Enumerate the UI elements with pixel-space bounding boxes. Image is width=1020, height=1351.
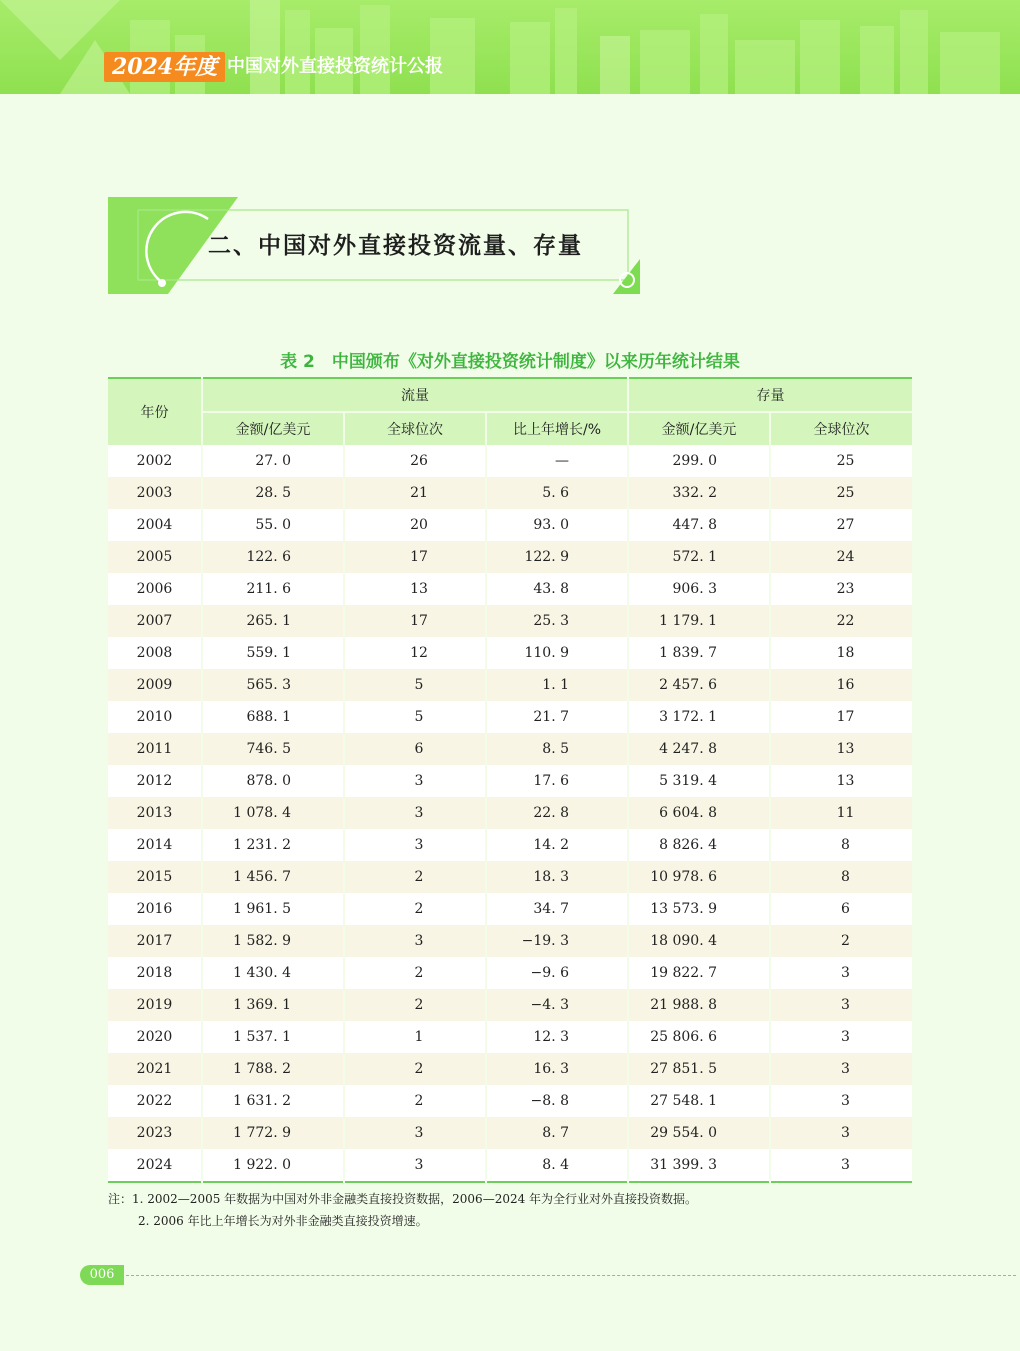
section-title: 二、中国对外直接投资流量、存量 (208, 232, 583, 259)
cell-flow-growth: 14. 2 (486, 829, 628, 861)
cell-flow-growth: 12. 3 (486, 1021, 628, 1053)
cell-flow-growth: 43. 8 (486, 573, 628, 605)
cell-flow-rank: 2 (344, 1085, 486, 1117)
cell-stock-rank: 3 (770, 957, 912, 989)
cell-flow-amount: 1 582. 9 (202, 925, 344, 957)
cell-year: 2017 (108, 925, 202, 957)
cell-stock-amount: 27 851. 5 (628, 1053, 770, 1085)
cell-year: 2021 (108, 1053, 202, 1085)
table-row (108, 701, 912, 733)
cell-stock-rank: 16 (770, 669, 912, 701)
header-year: 年份 (108, 378, 202, 445)
cell-stock-amount: 3 172. 1 (628, 701, 770, 733)
cell-stock-amount: 19 822. 7 (628, 957, 770, 989)
year-badge: 2024年度 (104, 52, 225, 82)
table-row (108, 1053, 912, 1085)
cell-year: 2019 (108, 989, 202, 1021)
cell-stock-rank: 13 (770, 733, 912, 765)
cell-flow-amount: 265. 1 (202, 605, 344, 637)
cell-flow-growth: 5. 6 (486, 477, 628, 509)
cell-year: 2020 (108, 1021, 202, 1053)
cell-flow-growth: 110. 9 (486, 637, 628, 669)
cell-stock-rank: 25 (770, 477, 912, 509)
cell-year: 2008 (108, 637, 202, 669)
cell-stock-amount: 29 554. 0 (628, 1117, 770, 1149)
cell-stock-rank: 18 (770, 637, 912, 669)
cell-stock-rank: 25 (770, 445, 912, 477)
cell-flow-rank: 3 (344, 829, 486, 861)
page-number: 006 (80, 1265, 124, 1285)
cell-year: 2007 (108, 605, 202, 637)
cell-flow-amount: 1 369. 1 (202, 989, 344, 1021)
cell-year: 2003 (108, 477, 202, 509)
cell-year: 2005 (108, 541, 202, 573)
cell-flow-amount: 1 430. 4 (202, 957, 344, 989)
cell-stock-rank: 24 (770, 541, 912, 573)
header-flow-group: 流量 (202, 378, 628, 412)
cell-flow-rank: 3 (344, 765, 486, 797)
cell-flow-rank: 20 (344, 509, 486, 541)
table-row (108, 605, 912, 637)
table-row (108, 733, 912, 765)
table-row (108, 797, 912, 829)
table-row (108, 637, 912, 669)
cell-flow-rank: 3 (344, 797, 486, 829)
note-1: 注：1. 2002—2005 年数据为中国对外非金融类直接投资数据，2006—2024 年为全行业对外直接投资数据。 (108, 1192, 698, 1206)
cell-year: 2016 (108, 893, 202, 925)
cell-flow-rank: 2 (344, 957, 486, 989)
cell-flow-amount: 122. 6 (202, 541, 344, 573)
cell-flow-amount: 746. 5 (202, 733, 344, 765)
cell-flow-growth: −4. 3 (486, 989, 628, 1021)
table-row (108, 957, 912, 989)
cell-year: 2023 (108, 1117, 202, 1149)
cell-flow-amount: 1 961. 5 (202, 893, 344, 925)
cell-stock-rank: 3 (770, 1053, 912, 1085)
table-row (108, 445, 912, 477)
cell-stock-rank: 3 (770, 1021, 912, 1053)
cell-stock-amount: 6 604. 8 (628, 797, 770, 829)
table-row (108, 765, 912, 797)
cell-flow-amount: 688. 1 (202, 701, 344, 733)
table-row (108, 1149, 912, 1182)
table-row (108, 1021, 912, 1053)
cell-stock-amount: 25 806. 6 (628, 1021, 770, 1053)
cell-flow-amount: 1 078. 4 (202, 797, 344, 829)
cell-flow-growth: 122. 9 (486, 541, 628, 573)
cell-stock-rank: 6 (770, 893, 912, 925)
table-row (108, 1085, 912, 1117)
cell-year: 2024 (108, 1149, 202, 1182)
cell-flow-amount: 27. 0 (202, 445, 344, 477)
footer-divider (126, 1275, 1016, 1276)
cell-flow-rank: 3 (344, 1149, 486, 1182)
cell-flow-rank: 6 (344, 733, 486, 765)
report-title: 中国对外直接投资统计公报 (227, 56, 443, 77)
cell-flow-growth: 34. 7 (486, 893, 628, 925)
cell-stock-amount: 5 319. 4 (628, 765, 770, 797)
cell-year: 2011 (108, 733, 202, 765)
cell-stock-rank: 23 (770, 573, 912, 605)
cell-year: 2002 (108, 445, 202, 477)
cell-flow-rank: 2 (344, 861, 486, 893)
cell-stock-amount: 10 978. 6 (628, 861, 770, 893)
cell-flow-rank: 1 (344, 1021, 486, 1053)
cell-flow-growth: 17. 6 (486, 765, 628, 797)
table-row (108, 1117, 912, 1149)
cell-flow-growth: — (486, 445, 628, 477)
cell-stock-rank: 3 (770, 1149, 912, 1182)
cell-stock-rank: 13 (770, 765, 912, 797)
table-row (108, 893, 912, 925)
cell-year: 2012 (108, 765, 202, 797)
cell-stock-amount: 906. 3 (628, 573, 770, 605)
cell-flow-growth: 25. 3 (486, 605, 628, 637)
cell-year: 2006 (108, 573, 202, 605)
cell-stock-rank: 3 (770, 989, 912, 1021)
header-flow-rank: 全球位次 (344, 412, 486, 445)
cell-stock-rank: 27 (770, 509, 912, 541)
cell-year: 2013 (108, 797, 202, 829)
cell-flow-amount: 211. 6 (202, 573, 344, 605)
table-row (108, 509, 912, 541)
cell-stock-rank: 2 (770, 925, 912, 957)
cell-flow-rank: 26 (344, 445, 486, 477)
cell-flow-growth: −9. 6 (486, 957, 628, 989)
cell-stock-amount: 4 247. 8 (628, 733, 770, 765)
note-2: 2. 2006 年比上年增长为对外非金融类直接投资增速。 (138, 1214, 428, 1228)
header-flow-amount: 金额/亿美元 (202, 412, 344, 445)
section-heading (108, 197, 640, 294)
cell-stock-amount: 18 090. 4 (628, 925, 770, 957)
cell-flow-amount: 55. 0 (202, 509, 344, 541)
cell-flow-amount: 878. 0 (202, 765, 344, 797)
cell-flow-amount: 1 631. 2 (202, 1085, 344, 1117)
cell-flow-amount: 1 772. 9 (202, 1117, 344, 1149)
cell-flow-growth: 1. 1 (486, 669, 628, 701)
cell-flow-rank: 3 (344, 925, 486, 957)
table-notes (108, 1188, 918, 1232)
header-banner (0, 0, 1020, 94)
cell-flow-rank: 5 (344, 701, 486, 733)
cell-stock-rank: 8 (770, 829, 912, 861)
header-stock-amount: 金额/亿美元 (628, 412, 770, 445)
table-row (108, 541, 912, 573)
cell-flow-growth: 8. 7 (486, 1117, 628, 1149)
cell-year: 2004 (108, 509, 202, 541)
cell-flow-rank: 2 (344, 1053, 486, 1085)
cell-stock-amount: 1 179. 1 (628, 605, 770, 637)
table-row (108, 669, 912, 701)
cell-flow-rank: 21 (344, 477, 486, 509)
cell-stock-amount: 31 399. 3 (628, 1149, 770, 1182)
cell-flow-growth: 22. 8 (486, 797, 628, 829)
table-row (108, 829, 912, 861)
cell-flow-growth: 8. 4 (486, 1149, 628, 1182)
cell-flow-growth: 8. 5 (486, 733, 628, 765)
cell-flow-growth: 21. 7 (486, 701, 628, 733)
cell-stock-rank: 11 (770, 797, 912, 829)
statistics-table (108, 377, 912, 1183)
cell-flow-rank: 12 (344, 637, 486, 669)
cell-stock-amount: 2 457. 6 (628, 669, 770, 701)
cell-stock-amount: 1 839. 7 (628, 637, 770, 669)
cell-stock-rank: 3 (770, 1117, 912, 1149)
cell-stock-rank: 22 (770, 605, 912, 637)
cell-stock-rank: 8 (770, 861, 912, 893)
cell-stock-amount: 21 988. 8 (628, 989, 770, 1021)
cell-stock-rank: 17 (770, 701, 912, 733)
table-row (108, 573, 912, 605)
cell-flow-growth: 93. 0 (486, 509, 628, 541)
cell-year: 2018 (108, 957, 202, 989)
table-row (108, 861, 912, 893)
cell-year: 2022 (108, 1085, 202, 1117)
cell-flow-rank: 2 (344, 893, 486, 925)
cell-year: 2010 (108, 701, 202, 733)
cell-flow-amount: 1 537. 1 (202, 1021, 344, 1053)
table-caption: 表 2 中国颁布《对外直接投资统计制度》以来历年统计结果 (280, 352, 740, 372)
cell-flow-growth: 18. 3 (486, 861, 628, 893)
cell-flow-growth: 16. 3 (486, 1053, 628, 1085)
header-stock-group: 存量 (628, 378, 912, 412)
table-row (108, 477, 912, 509)
cell-flow-rank: 5 (344, 669, 486, 701)
cell-flow-rank: 13 (344, 573, 486, 605)
cell-year: 2014 (108, 829, 202, 861)
cell-flow-growth: −19. 3 (486, 925, 628, 957)
cell-flow-amount: 559. 1 (202, 637, 344, 669)
cell-flow-amount: 28. 5 (202, 477, 344, 509)
cell-flow-rank: 17 (344, 605, 486, 637)
cell-stock-amount: 13 573. 9 (628, 893, 770, 925)
cell-flow-rank: 2 (344, 989, 486, 1021)
cell-flow-amount: 1 456. 7 (202, 861, 344, 893)
cell-flow-growth: −8. 8 (486, 1085, 628, 1117)
cell-flow-amount: 1 922. 0 (202, 1149, 344, 1182)
cell-stock-amount: 27 548. 1 (628, 1085, 770, 1117)
cell-flow-amount: 1 788. 2 (202, 1053, 344, 1085)
header-flow-growth: 比上年增长/% (486, 412, 628, 445)
table-body (108, 445, 912, 1182)
cell-flow-rank: 17 (344, 541, 486, 573)
cell-stock-amount: 8 826. 4 (628, 829, 770, 861)
cell-year: 2015 (108, 861, 202, 893)
cell-stock-amount: 572. 1 (628, 541, 770, 573)
cell-year: 2009 (108, 669, 202, 701)
cell-stock-amount: 299. 0 (628, 445, 770, 477)
cell-flow-amount: 565. 3 (202, 669, 344, 701)
table-row (108, 925, 912, 957)
cell-flow-amount: 1 231. 2 (202, 829, 344, 861)
table-row (108, 989, 912, 1021)
header-stock-rank: 全球位次 (770, 412, 912, 445)
cell-stock-rank: 3 (770, 1085, 912, 1117)
cell-flow-rank: 3 (344, 1117, 486, 1149)
cell-stock-amount: 332. 2 (628, 477, 770, 509)
cell-stock-amount: 447. 8 (628, 509, 770, 541)
